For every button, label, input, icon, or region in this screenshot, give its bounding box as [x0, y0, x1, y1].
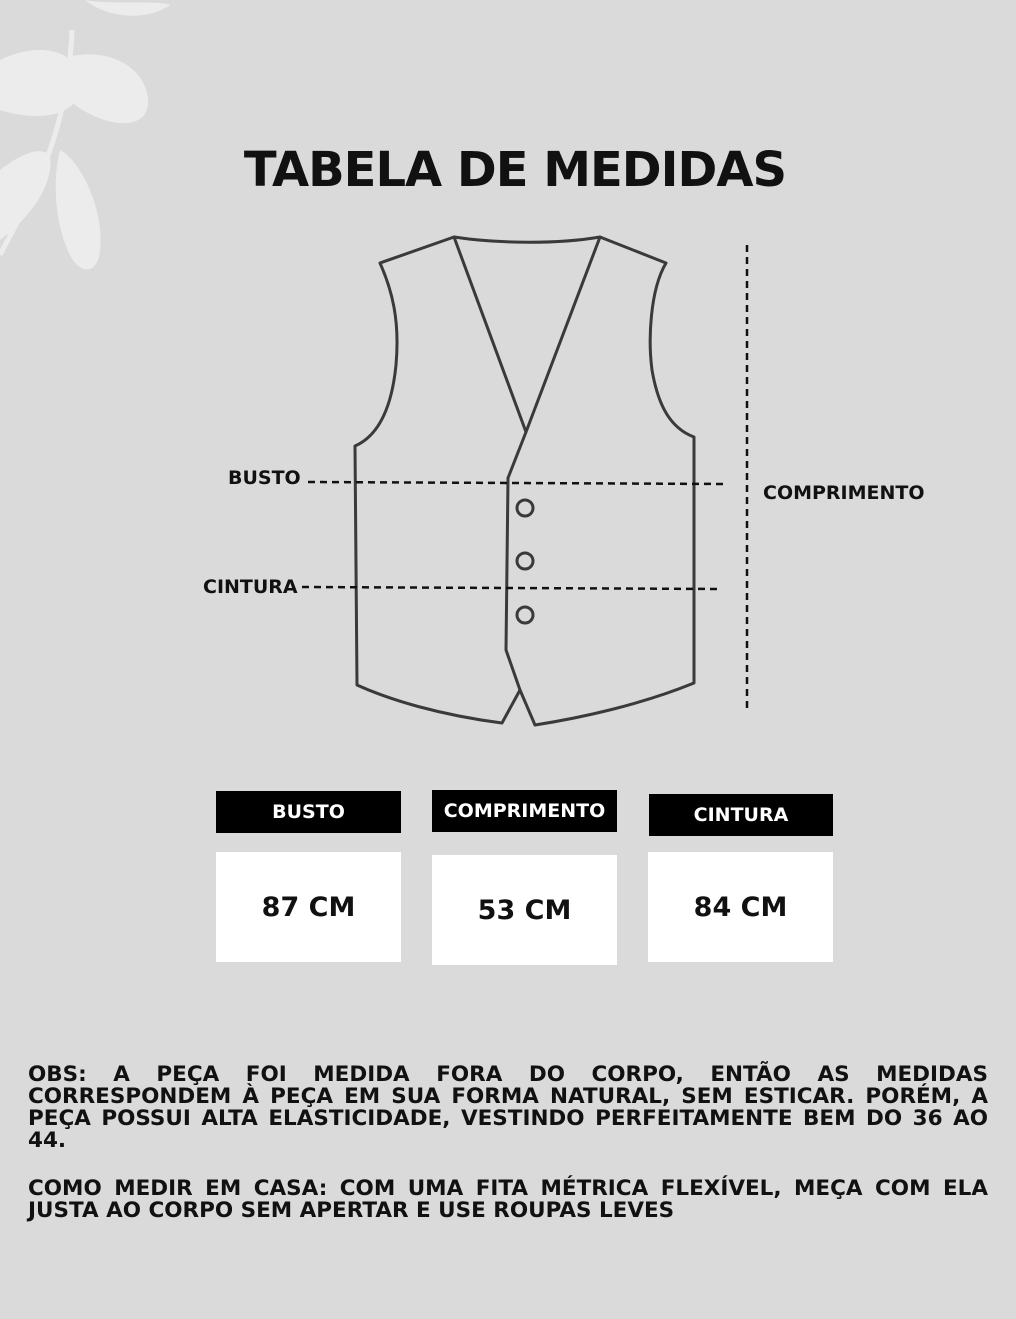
bust-label: BUSTO	[228, 467, 301, 489]
waist-header: CINTURA	[649, 794, 833, 836]
length-label: COMPRIMENTO	[763, 482, 925, 504]
vest-button	[517, 500, 533, 516]
length-value: 53 CM	[432, 855, 617, 965]
vest-left-lapel	[454, 237, 526, 478]
bust-value: 87 CM	[216, 852, 401, 962]
waist-label: CINTURA	[203, 576, 298, 598]
waist-value: 84 CM	[648, 852, 833, 962]
bust-measure-line	[308, 482, 726, 484]
vest-outline	[355, 237, 694, 725]
waist-measure-line	[302, 587, 720, 589]
bust-header: BUSTO	[216, 791, 401, 833]
page-title: TABELA DE MEDIDAS	[243, 142, 787, 198]
vest-right-lapel	[526, 237, 600, 432]
vest-button	[517, 607, 533, 623]
vest-button	[517, 553, 533, 569]
length-header: COMPRIMENTO	[432, 790, 617, 832]
observation-note: OBS: A PEÇA FOI MEDIDA FORA DO CORPO, ENTÃO AS MEDIDAS CORRESPONDEM À PEÇA EM SUA FORMA NATURAL, SEM ESTICAR. PORÉM, A PEÇA POSSUI ALTA ELASTICIDADE, VESTINDO PERFEITAMENTE BEM DO 36 AO 44.	[28, 1062, 988, 1153]
how-to-measure-note: COMO MEDIR EM CASA: COM UMA FITA MÉTRICA FLEXÍVEL, MEÇA COM ELA JUSTA AO CORPO SEM APERTAR E USE ROUPAS LEVES	[28, 1176, 988, 1223]
